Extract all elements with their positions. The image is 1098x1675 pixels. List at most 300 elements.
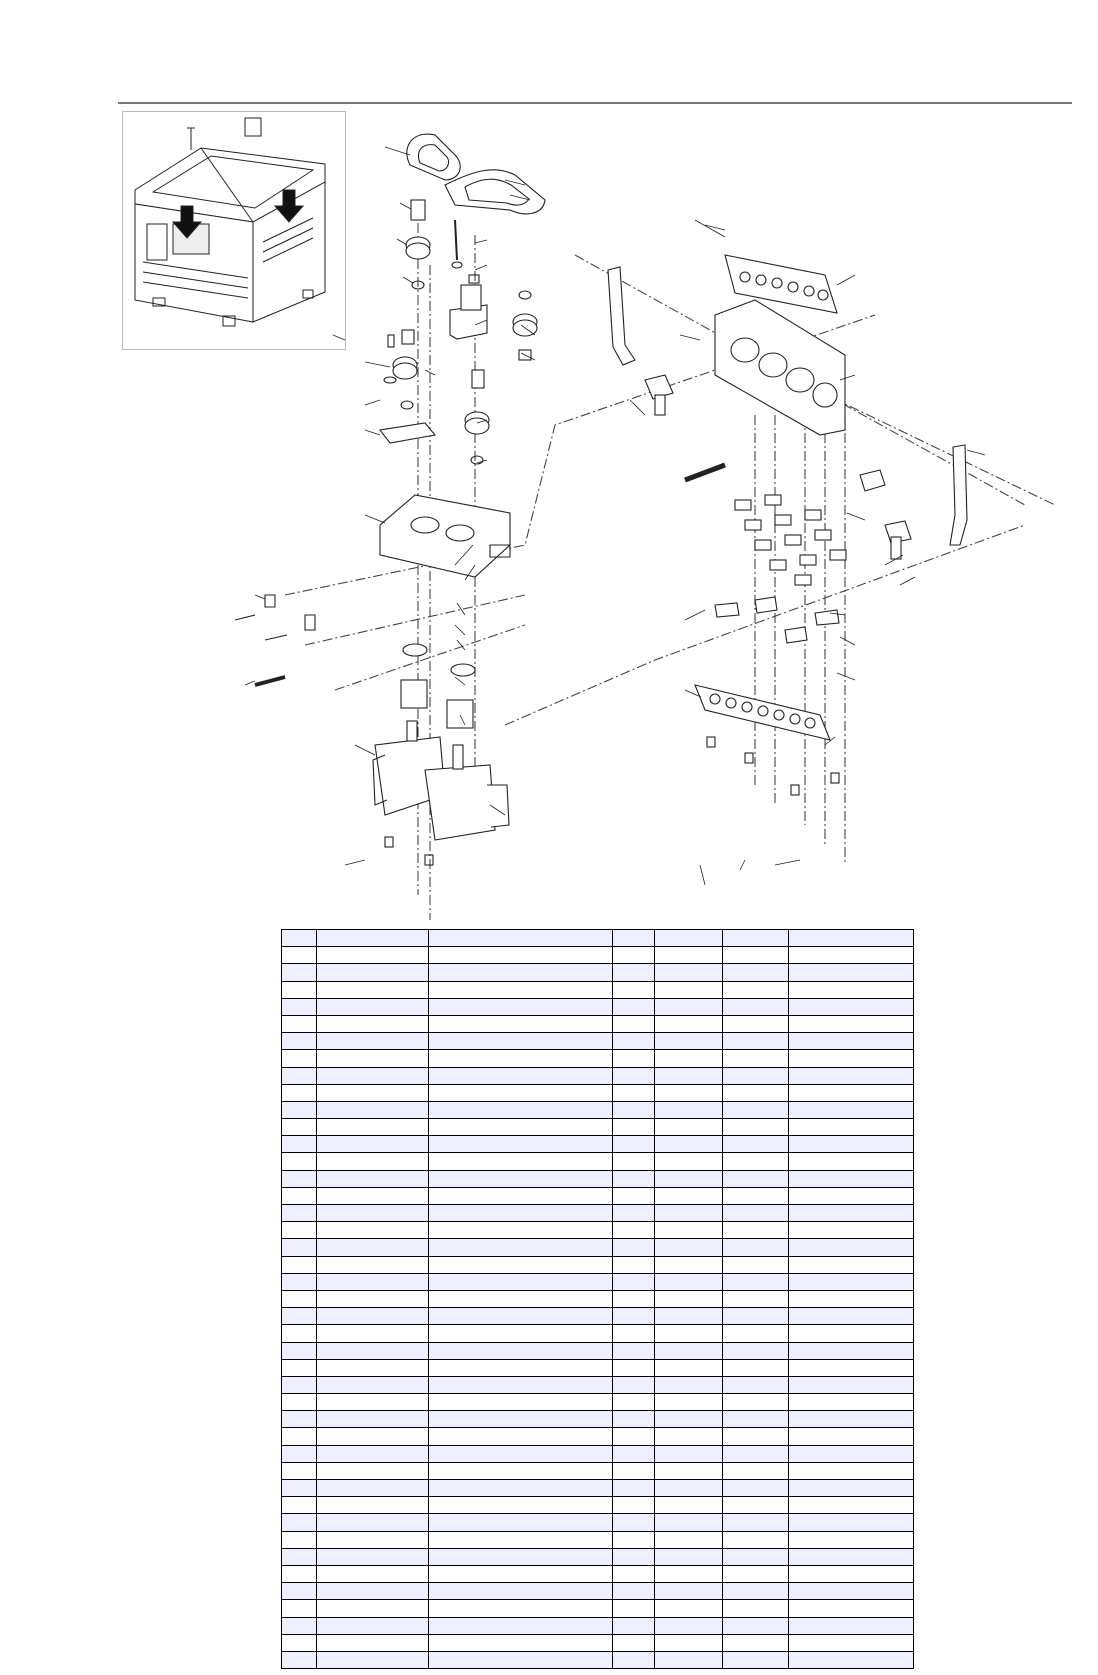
table-cell — [429, 1153, 613, 1170]
table-cell — [789, 1359, 914, 1376]
table-cell — [613, 981, 655, 998]
table-row — [282, 1394, 914, 1411]
table-cell — [613, 947, 655, 964]
table-cell — [789, 1015, 914, 1032]
table-cell — [789, 1411, 914, 1428]
table-cell — [655, 1480, 723, 1497]
table-cell — [282, 1101, 317, 1118]
table-cell — [723, 1256, 789, 1273]
table-cell — [789, 1565, 914, 1582]
table-cell — [317, 1222, 429, 1239]
table-cell — [429, 1583, 613, 1600]
table-cell — [613, 1565, 655, 1582]
table-cell — [429, 1205, 613, 1222]
table-cell — [723, 947, 789, 964]
table-cell — [789, 1273, 914, 1290]
table-cell — [723, 1205, 789, 1222]
table-cell — [282, 1084, 317, 1101]
table-cell — [789, 1651, 914, 1668]
table-cell — [613, 1136, 655, 1153]
table-cell — [429, 930, 613, 947]
table-row — [282, 1153, 914, 1170]
table-cell — [789, 1600, 914, 1617]
table-cell — [317, 1033, 429, 1050]
table-row — [282, 1239, 914, 1256]
table-cell — [613, 1428, 655, 1445]
table-cell — [613, 1617, 655, 1634]
table-cell — [429, 1308, 613, 1325]
table-cell — [613, 1119, 655, 1136]
table-cell — [282, 1394, 317, 1411]
table-cell — [429, 1170, 613, 1187]
table-cell — [789, 1342, 914, 1359]
table-cell — [282, 1634, 317, 1651]
table-cell — [429, 1480, 613, 1497]
table-cell — [655, 1119, 723, 1136]
table-cell — [655, 1015, 723, 1032]
table-cell — [429, 1273, 613, 1290]
table-cell — [613, 1033, 655, 1050]
table-cell — [723, 1497, 789, 1514]
table-cell — [723, 1308, 789, 1325]
table-cell — [655, 998, 723, 1015]
table-cell — [655, 1170, 723, 1187]
table-cell — [282, 1033, 317, 1050]
table-cell — [317, 1411, 429, 1428]
table-cell — [282, 1548, 317, 1565]
table-cell — [655, 1497, 723, 1514]
table-cell — [789, 947, 914, 964]
table-cell — [655, 1033, 723, 1050]
table-row — [282, 1273, 914, 1290]
table-cell — [317, 1480, 429, 1497]
table-cell — [613, 930, 655, 947]
exploded-assembly-diagram — [225, 125, 1095, 920]
table-cell — [655, 930, 723, 947]
table-cell — [317, 1617, 429, 1634]
table-cell — [429, 1651, 613, 1668]
table-cell — [317, 1514, 429, 1531]
table-cell — [317, 1084, 429, 1101]
table-cell — [789, 998, 914, 1015]
table-cell — [282, 1480, 317, 1497]
table-cell — [613, 1531, 655, 1548]
table-cell — [317, 1359, 429, 1376]
table-cell — [282, 1222, 317, 1239]
table-cell — [789, 1084, 914, 1101]
table-cell — [789, 1033, 914, 1050]
table-cell — [317, 1497, 429, 1514]
table-cell — [282, 947, 317, 964]
table-cell — [282, 1239, 317, 1256]
table-row — [282, 1651, 914, 1668]
table-cell — [789, 1205, 914, 1222]
table-cell — [282, 1273, 317, 1290]
table-cell — [789, 1290, 914, 1307]
table-cell — [655, 981, 723, 998]
table-cell — [429, 1428, 613, 1445]
table-cell — [655, 1325, 723, 1342]
table-row — [282, 964, 914, 981]
table-cell — [429, 1445, 613, 1462]
table-cell — [613, 1514, 655, 1531]
table-cell — [789, 930, 914, 947]
table-cell — [723, 1101, 789, 1118]
table-cell — [613, 1067, 655, 1084]
table-cell — [789, 1239, 914, 1256]
table-cell — [723, 1342, 789, 1359]
parts-list-body — [282, 930, 914, 1669]
table-cell — [655, 1428, 723, 1445]
table-cell — [429, 998, 613, 1015]
table-row — [282, 1119, 914, 1136]
table-cell — [282, 1205, 317, 1222]
table-cell — [789, 1497, 914, 1514]
table-cell — [429, 1084, 613, 1101]
table-cell — [317, 1651, 429, 1668]
table-row — [282, 1050, 914, 1067]
table-cell — [723, 1531, 789, 1548]
table-cell — [789, 1256, 914, 1273]
table-cell — [429, 1617, 613, 1634]
table-cell — [282, 964, 317, 981]
table-row — [282, 1033, 914, 1050]
table-cell — [723, 1480, 789, 1497]
table-cell — [429, 964, 613, 981]
table-cell — [282, 981, 317, 998]
table-row — [282, 1531, 914, 1548]
table-cell — [613, 1394, 655, 1411]
table-cell — [613, 1308, 655, 1325]
table-cell — [317, 1187, 429, 1204]
table-cell — [317, 1153, 429, 1170]
table-cell — [429, 1376, 613, 1393]
table-cell — [723, 1376, 789, 1393]
table-cell — [429, 1222, 613, 1239]
table-cell — [282, 1050, 317, 1067]
table-cell — [282, 1015, 317, 1032]
table-cell — [613, 1256, 655, 1273]
table-cell — [429, 947, 613, 964]
table-cell — [789, 1136, 914, 1153]
table-cell — [613, 1273, 655, 1290]
table-row — [282, 1514, 914, 1531]
table-cell — [613, 1222, 655, 1239]
table-cell — [429, 1462, 613, 1479]
table-cell — [613, 1359, 655, 1376]
table-row — [282, 1445, 914, 1462]
table-cell — [613, 1583, 655, 1600]
table-cell — [317, 1600, 429, 1617]
table-cell — [655, 1565, 723, 1582]
table-cell — [317, 998, 429, 1015]
table-cell — [723, 1359, 789, 1376]
table-cell — [789, 1445, 914, 1462]
table-cell — [613, 1600, 655, 1617]
table-cell — [789, 1222, 914, 1239]
table-cell — [789, 1101, 914, 1118]
table-cell — [317, 1634, 429, 1651]
table-cell — [613, 1548, 655, 1565]
table-cell — [723, 1428, 789, 1445]
table-cell — [613, 1101, 655, 1118]
table-cell — [723, 1462, 789, 1479]
table-cell — [723, 1325, 789, 1342]
table-cell — [723, 981, 789, 998]
table-cell — [317, 1531, 429, 1548]
table-cell — [723, 1239, 789, 1256]
table-cell — [789, 1394, 914, 1411]
table-cell — [282, 1600, 317, 1617]
table-cell — [655, 1153, 723, 1170]
table-cell — [282, 1445, 317, 1462]
table-cell — [655, 1067, 723, 1084]
table-cell — [317, 1548, 429, 1565]
table-cell — [655, 1239, 723, 1256]
table-cell — [723, 1187, 789, 1204]
table-cell — [613, 1411, 655, 1428]
table-cell — [613, 1651, 655, 1668]
header-rule — [118, 102, 1072, 104]
table-cell — [613, 1205, 655, 1222]
table-cell — [317, 1394, 429, 1411]
table-cell — [317, 1376, 429, 1393]
table-cell — [723, 1600, 789, 1617]
table-cell — [429, 1359, 613, 1376]
table-cell — [613, 1153, 655, 1170]
table-cell — [429, 1119, 613, 1136]
table-cell — [789, 1325, 914, 1342]
table-cell — [317, 1170, 429, 1187]
table-cell — [429, 1050, 613, 1067]
table-cell — [655, 1308, 723, 1325]
table-cell — [613, 1342, 655, 1359]
table-cell — [789, 1153, 914, 1170]
table-cell — [723, 1565, 789, 1582]
table-cell — [789, 1376, 914, 1393]
table-row — [282, 998, 914, 1015]
table-cell — [723, 930, 789, 947]
table-cell — [317, 947, 429, 964]
table-cell — [317, 1565, 429, 1582]
table-cell — [429, 1600, 613, 1617]
table-cell — [655, 1600, 723, 1617]
table-cell — [317, 1050, 429, 1067]
table-cell — [613, 1480, 655, 1497]
table-cell — [789, 1480, 914, 1497]
table-cell — [723, 1617, 789, 1634]
table-cell — [317, 1136, 429, 1153]
table-cell — [613, 1084, 655, 1101]
table-cell — [282, 998, 317, 1015]
table-cell — [282, 1136, 317, 1153]
table-cell — [655, 1394, 723, 1411]
table-row — [282, 1411, 914, 1428]
table-cell — [655, 1514, 723, 1531]
table-cell — [282, 1376, 317, 1393]
table-cell — [655, 1462, 723, 1479]
table-cell — [317, 1428, 429, 1445]
table-cell — [317, 1290, 429, 1307]
table-cell — [789, 1531, 914, 1548]
table-cell — [282, 1308, 317, 1325]
table-row — [282, 1359, 914, 1376]
table-cell — [317, 964, 429, 981]
table-cell — [282, 1583, 317, 1600]
table-cell — [789, 1050, 914, 1067]
table-row — [282, 1101, 914, 1118]
table-cell — [613, 1170, 655, 1187]
table-cell — [317, 1445, 429, 1462]
table-cell — [282, 1565, 317, 1582]
table-cell — [317, 930, 429, 947]
table-cell — [282, 1342, 317, 1359]
table-cell — [655, 1187, 723, 1204]
table-cell — [282, 1067, 317, 1084]
table-cell — [789, 1428, 914, 1445]
table-cell — [429, 1342, 613, 1359]
table-row — [282, 1497, 914, 1514]
table-cell — [429, 1015, 613, 1032]
table-cell — [282, 1497, 317, 1514]
table-cell — [789, 1634, 914, 1651]
table-row — [282, 1376, 914, 1393]
table-cell — [723, 1170, 789, 1187]
table-cell — [429, 1411, 613, 1428]
table-cell — [723, 1394, 789, 1411]
table-cell — [723, 1050, 789, 1067]
table-cell — [789, 1308, 914, 1325]
table-cell — [723, 1548, 789, 1565]
table-row — [282, 1634, 914, 1651]
table-row — [282, 1015, 914, 1032]
table-cell — [655, 1411, 723, 1428]
table-row — [282, 1067, 914, 1084]
table-row — [282, 1308, 914, 1325]
table-row — [282, 1548, 914, 1565]
table-cell — [613, 1015, 655, 1032]
table-row — [282, 1565, 914, 1582]
table-cell — [282, 1119, 317, 1136]
table-cell — [655, 1359, 723, 1376]
table-cell — [655, 1376, 723, 1393]
table-cell — [723, 1153, 789, 1170]
table-cell — [655, 1222, 723, 1239]
table-cell — [723, 1290, 789, 1307]
table-row — [282, 1428, 914, 1445]
table-cell — [723, 1084, 789, 1101]
table-cell — [429, 1067, 613, 1084]
table-cell — [613, 1462, 655, 1479]
table-cell — [429, 1514, 613, 1531]
table-cell — [613, 1325, 655, 1342]
table-cell — [789, 1462, 914, 1479]
table-cell — [613, 1187, 655, 1204]
table-cell — [429, 1239, 613, 1256]
table-row — [282, 1084, 914, 1101]
table-cell — [282, 1256, 317, 1273]
table-cell — [282, 1514, 317, 1531]
table-cell — [282, 930, 317, 947]
table-cell — [429, 1497, 613, 1514]
table-cell — [317, 1308, 429, 1325]
table-cell — [789, 981, 914, 998]
table-cell — [789, 1119, 914, 1136]
table-cell — [723, 1015, 789, 1032]
table-cell — [429, 1394, 613, 1411]
table-cell — [655, 1531, 723, 1548]
table-cell — [282, 1462, 317, 1479]
table-cell — [613, 1239, 655, 1256]
table-row — [282, 1480, 914, 1497]
table-row — [282, 1583, 914, 1600]
table-cell — [723, 1222, 789, 1239]
table-cell — [429, 1136, 613, 1153]
table-cell — [317, 1325, 429, 1342]
table-cell — [655, 1290, 723, 1307]
table-cell — [317, 1205, 429, 1222]
table-cell — [282, 1411, 317, 1428]
table-cell — [655, 1342, 723, 1359]
table-cell — [317, 1067, 429, 1084]
table-row — [282, 1136, 914, 1153]
table-cell — [655, 1205, 723, 1222]
table-row — [282, 981, 914, 998]
table-cell — [282, 1531, 317, 1548]
table-cell — [655, 1084, 723, 1101]
table-cell — [613, 1445, 655, 1462]
table-cell — [655, 1634, 723, 1651]
table-cell — [429, 1565, 613, 1582]
table-cell — [655, 1617, 723, 1634]
table-row — [282, 930, 914, 947]
table-cell — [317, 1273, 429, 1290]
table-row — [282, 1617, 914, 1634]
table-row — [282, 1325, 914, 1342]
table-cell — [655, 1651, 723, 1668]
table-cell — [613, 1290, 655, 1307]
table-cell — [317, 1462, 429, 1479]
table-cell — [317, 1583, 429, 1600]
table-cell — [655, 1548, 723, 1565]
table-cell — [723, 1651, 789, 1668]
table-cell — [723, 998, 789, 1015]
table-cell — [429, 1033, 613, 1050]
table-cell — [429, 1548, 613, 1565]
table-cell — [655, 1273, 723, 1290]
table-cell — [429, 1325, 613, 1342]
table-cell — [317, 1101, 429, 1118]
table-row — [282, 1222, 914, 1239]
table-cell — [282, 1187, 317, 1204]
table-cell — [723, 1067, 789, 1084]
parts-list-table — [281, 929, 914, 1669]
table-cell — [429, 981, 613, 998]
table-cell — [429, 1531, 613, 1548]
table-cell — [317, 1015, 429, 1032]
table-cell — [723, 1445, 789, 1462]
table-cell — [282, 1153, 317, 1170]
table-cell — [655, 1583, 723, 1600]
table-row — [282, 1170, 914, 1187]
table-cell — [282, 1325, 317, 1342]
table-cell — [723, 1033, 789, 1050]
table-cell — [613, 1050, 655, 1067]
table-cell — [789, 1583, 914, 1600]
table-row — [282, 1205, 914, 1222]
table-cell — [429, 1101, 613, 1118]
table-cell — [613, 1376, 655, 1393]
